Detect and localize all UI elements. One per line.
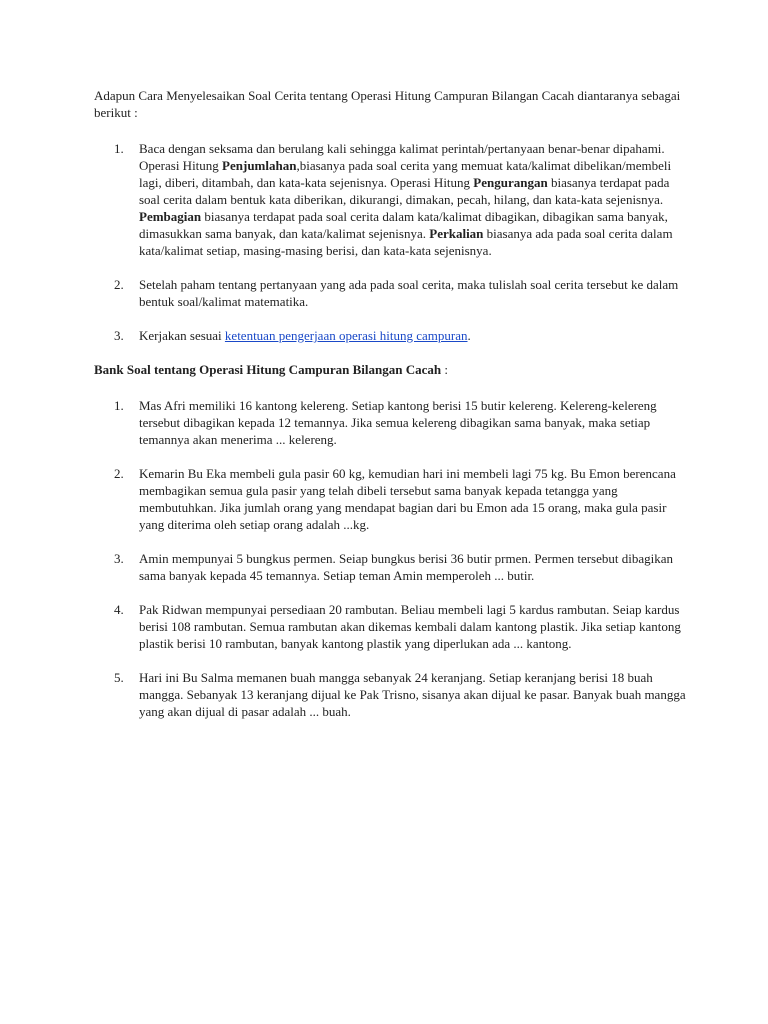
- operation-rules-link[interactable]: ketentuan pengerjaan operasi hitung campuran: [224, 328, 468, 343]
- problem-number: 2.: [114, 466, 124, 481]
- problem-number: 3.: [114, 551, 124, 566]
- keyword-perkalian: Perkalian: [429, 226, 484, 241]
- problem-text: Mas Afri memiliki 16 kantong kelereng. Setiap kantong berisi 15 butir kelereng. Kelereng-kelereng tersebut dibagikan kepada 12 temannya. Jika semua kelereng dibagikan sama banyak, maka setiap temannya akan menerima ... kelereng.: [139, 398, 657, 447]
- problem-number: 5.: [114, 670, 124, 685]
- document-page: [94, 87, 686, 737]
- problem-text: Kemarin Bu Eka membeli gula pasir 60 kg, kemudian hari ini membeli lagi 75 kg. Bu Emon berencana membagikan semua gula pasir yang telah dibeli tersebut sama banyak kepada tetangga yang membutuhkan. Jika jumlah orang yang mendapat bagian dari bu Emon ada 15 orang, maka gula pasir yang diterima oleh setiap orang adalah ...kg.: [139, 466, 676, 532]
- problem-number: 1.: [114, 398, 124, 413]
- problem-text: Hari ini Bu Salma memanen buah mangga sebanyak 24 keranjang. Setiap keranjang berisi 18 buah mangga. Sebanyak 13 keranjang dijual ke Pak Trisno, sisanya akan dijual ke pasar. Banyak buah mangga yang akan dijual di pasar adalah ... buah.: [139, 670, 686, 719]
- keyword-penjumlahan: Penjumlahan: [222, 158, 297, 173]
- problem-text: Pak Ridwan mempunyai persediaan 20 rambutan. Beliau membeli lagi 5 kardus rambutan. Seiap kardus berisi 108 rambutan. Semua rambutan akan dikemas kembali dalam kantong plastik. Jika setiap kantong plastik berisi 10 rambutan, banyak kantong plastik yang diperlukan ada ... kantong.: [139, 602, 681, 651]
- step-item: [94, 276, 686, 310]
- problems-list: [94, 397, 686, 720]
- step-text: Baca dengan seksama dan berulang kali sehingga kalimat perintah/pertanyaan benar-benar dipahami. Operasi Hitung Penjumlahan,biasanya pada soal cerita yang memuat kata/kalimat dibelikan/membeli lagi, diberi, ditambah, dan kata-kata sejenisnya. Operasi Hitung Pengurangan biasanya terdapat pada soal cerita dalam bentuk kata diberikan, dikurangi, dimakan, pecah, hilang, dan kata-kata sejenisnya. Pembagian biasanya terdapat pada soal cerita dalam kata/kalimat dibagikan, dibagikan sama banyak, dimasukkan sama banyak, dan kata/kalimat sejenisnya. Perkalian biasanya ada pada soal cerita dalam kata/kalimat setiap, masing-masing berisi, dan kata-kata sejenisnya.: [139, 141, 673, 258]
- step-text: Kerjakan sesuai ketentuan pengerjaan operasi hitung campuran.: [139, 328, 471, 343]
- keyword-pembagian: Pembagian: [139, 209, 202, 224]
- problem-item: [94, 465, 686, 533]
- intro-paragraph: Adapun Cara Menyelesaikan Soal Cerita tentang Operasi Hitung Campuran Bilangan Cacah diantaranya sebagai berikut :: [94, 88, 681, 120]
- step-item: [94, 327, 686, 344]
- step-item: [94, 140, 686, 259]
- step-number: 2.: [114, 277, 124, 292]
- problem-item: [94, 601, 686, 652]
- keyword-pengurangan: Pengurangan: [473, 175, 548, 190]
- problem-number: 4.: [114, 602, 124, 617]
- step-number: 3.: [114, 328, 124, 343]
- problem-item: [94, 669, 686, 720]
- step-text: Setelah paham tentang pertanyaan yang ada pada soal cerita, maka tulislah soal cerita tersebut ke dalam bentuk soal/kalimat matematika.: [139, 277, 679, 309]
- step-number: 1.: [114, 141, 124, 156]
- bank-heading: Bank Soal tentang Operasi Hitung Campuran Bilangan Cacah :: [94, 362, 448, 377]
- problem-text: Amin mempunyai 5 bungkus permen. Seiap bungkus berisi 36 butir prmen. Permen tersebut dibagikan sama banyak kepada 45 temannya. Setiap teman Amin memperoleh ... butir.: [139, 551, 673, 583]
- problem-item: [94, 550, 686, 584]
- problem-item: [94, 397, 686, 448]
- steps-list: [94, 140, 686, 344]
